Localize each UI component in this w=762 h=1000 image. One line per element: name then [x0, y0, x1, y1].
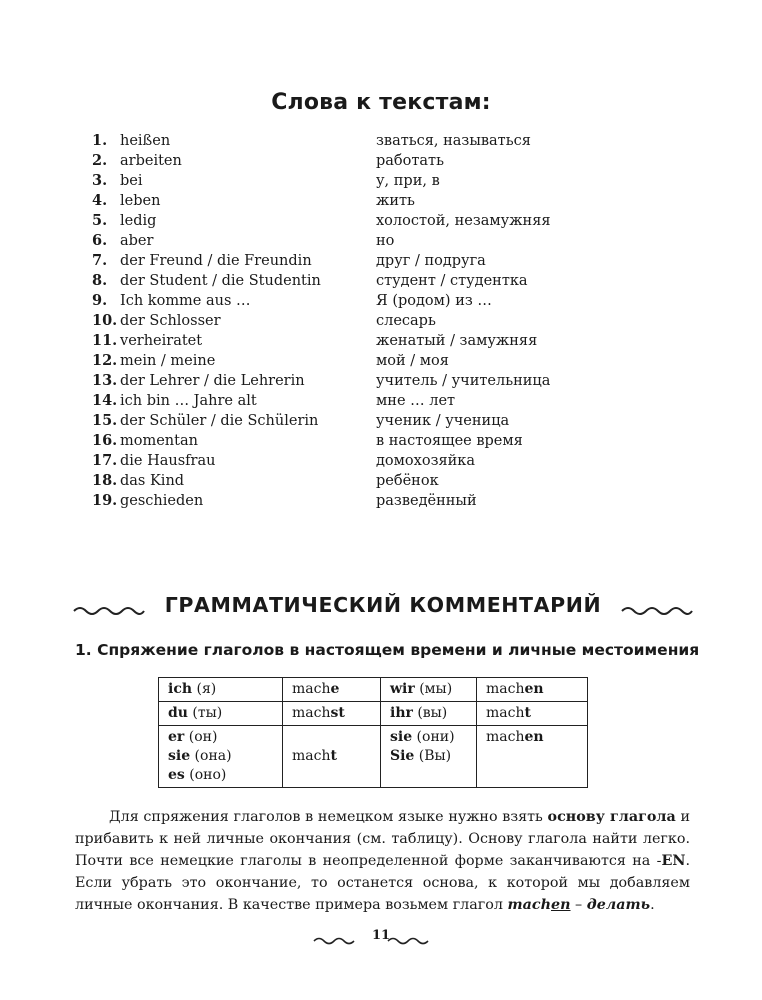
- vocab-russian: жить: [376, 193, 415, 209]
- table-cell: du (ты): [159, 702, 283, 726]
- vocab-russian: зваться, называться: [376, 133, 531, 149]
- vocab-number: 2.: [92, 152, 108, 169]
- vocab-number: 7.: [92, 252, 108, 269]
- vocab-russian: слесарь: [376, 313, 436, 329]
- vocab-number: 8.: [92, 272, 108, 289]
- table-cell: macht: [283, 726, 381, 788]
- table-cell: er (он) sie (она) es (оно): [159, 726, 283, 788]
- vocab-number: 11.: [92, 332, 118, 349]
- page-number-footer: [0, 928, 762, 943]
- vocab-german: leben: [120, 193, 161, 209]
- table-row: [159, 726, 588, 788]
- vocab-russian: но: [376, 233, 395, 249]
- table-cell: sie (они) Sie (Вы): [381, 726, 477, 788]
- vocab-russian: мне … лет: [376, 393, 456, 409]
- wave-ornament-right: [387, 936, 429, 946]
- vocab-german: die Hausfrau: [120, 453, 216, 469]
- table-cell: wir (мы): [381, 678, 477, 702]
- vocab-number: 15.: [92, 412, 118, 429]
- vocab-russian: у, при, в: [376, 173, 440, 189]
- page-number: 11: [371, 928, 391, 943]
- vocab-russian: друг / подруга: [376, 253, 486, 269]
- vocab-number: 1.: [92, 132, 108, 149]
- vocab-russian: студент / студентка: [376, 273, 528, 289]
- vocab-russian: ученик / ученица: [376, 413, 510, 429]
- vocab-german: der Lehrer / die Lehrerin: [120, 373, 305, 389]
- vocab-german: heißen: [120, 133, 171, 149]
- vocab-german: arbeiten: [120, 153, 182, 169]
- vocab-russian: домохозяйка: [376, 453, 476, 469]
- vocab-german: bei: [120, 173, 143, 189]
- vocab-number: 9.: [92, 292, 108, 309]
- vocab-german: ledig: [120, 213, 157, 229]
- vocab-german: Ich komme aus …: [120, 293, 251, 309]
- vocab-russian: женатый / замужняя: [376, 333, 538, 349]
- page-title: Слова к текстам:: [271, 90, 491, 115]
- table-cell: mache: [283, 678, 381, 702]
- vocab-german: verheiratet: [120, 333, 203, 349]
- vocab-number: 14.: [92, 392, 118, 409]
- table-cell: machen: [477, 678, 588, 702]
- vocab-number: 19.: [92, 492, 118, 509]
- wave-ornament-left: [313, 936, 355, 946]
- vocab-number: 13.: [92, 372, 118, 389]
- table-cell: ihr (вы): [381, 702, 477, 726]
- vocab-number: 5.: [92, 212, 108, 229]
- vocab-german: ich bin … Jahre alt: [120, 393, 257, 409]
- vocab-russian: ребёнок: [376, 473, 439, 489]
- vocab-number: 12.: [92, 352, 118, 369]
- vocab-russian: работать: [376, 153, 444, 169]
- vocab-russian: Я (родом) из …: [376, 293, 492, 309]
- vocab-russian: разведённый: [376, 493, 477, 509]
- table-cell: ich (я): [159, 678, 283, 702]
- explanation-paragraph: Для спряжения глаголов в немецком языке нужно взять основу глагола и прибавить к ней личные окончания (см. таблицу). Основу глагола найти легко. Почти все немецкие глаголы в неопределенной форме заканчиваются на -EN. Если убрать это окончание, то останется основа, к которой мы добавляем личные окончания. В качестве примера возьмем глагол machen – делать.: [75, 809, 690, 913]
- vocab-russian: холостой, незамужняя: [376, 213, 551, 229]
- vocab-german: der Schlosser: [120, 313, 221, 329]
- vocab-german: momentan: [120, 433, 198, 449]
- table-cell: macht: [477, 702, 588, 726]
- vocab-german: das Kind: [120, 473, 185, 489]
- section-subtitle: 1. Спряжение глаголов в настоящем времени и личные местоимения: [75, 641, 700, 659]
- vocab-number: 16.: [92, 432, 118, 449]
- vocab-number: 17.: [92, 452, 118, 469]
- vocab-german: der Freund / die Freundin: [120, 253, 312, 269]
- table-cell: machen: [477, 726, 588, 788]
- vocab-number: 6.: [92, 232, 108, 249]
- grammar-section-heading: [73, 593, 693, 629]
- table-cell: machst: [283, 702, 381, 726]
- vocab-russian: в настоящее время: [376, 433, 523, 449]
- vocab-german: aber: [120, 233, 154, 249]
- table-row: [159, 678, 588, 702]
- grammar-title: ГРАММАТИЧЕСКИЙ КОММЕНТАРИЙ: [164, 593, 602, 617]
- vocab-number: 3.: [92, 172, 108, 189]
- vocab-german: der Student / die Studentin: [120, 273, 321, 289]
- vocab-russian: учитель / учительница: [376, 373, 551, 389]
- vocab-german: geschieden: [120, 493, 204, 509]
- vocab-russian: мой / моя: [376, 353, 449, 369]
- vocab-number: 18.: [92, 472, 118, 489]
- vocab-german: mein / meine: [120, 353, 216, 369]
- vocab-number: 10.: [92, 312, 118, 329]
- vocab-number: 4.: [92, 192, 108, 209]
- wave-ornament-right: [621, 605, 693, 617]
- table-row: [159, 702, 588, 726]
- vocab-german: der Schüler / die Schülerin: [120, 413, 319, 429]
- conjugation-table: [158, 677, 588, 788]
